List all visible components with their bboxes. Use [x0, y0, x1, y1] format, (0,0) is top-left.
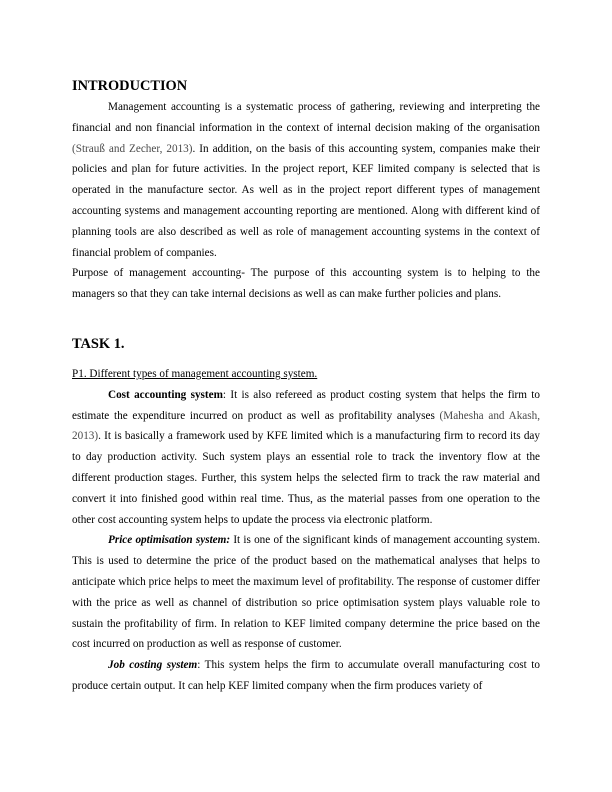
cost-accounting-paragraph [72, 385, 540, 531]
introduction-heading: INTRODUCTION [72, 78, 188, 94]
purpose-paragraph: Purpose of management accounting- The purpose of this accounting system is to helping to the managers so that they can take internal decisions as well as can make further policies and plans. [72, 267, 540, 301]
task1-body [72, 364, 540, 697]
p1-subheading-text: P1. Different types of management accounting system. [72, 368, 318, 380]
intro-citation: (Strauß and Zecher, 2013) [72, 142, 193, 155]
intro-text-part1: Management accounting is a systematic process of gathering, reviewing and interpreting the financial and non financial information in the context of internal decision making of the organisation [72, 101, 540, 134]
cost-text-part2: . It is basically a framework used by KFE limited which is a manufacturing firm to record its day to day production activity. Such system plays an essential role to track the inventory flow at the different production stages. Further, this system helps the selected firm to track the raw material and convert it into finished good within real time. Thus, as the material passes from one operation to the other cost accounting system helps to update the process via electronic platform. [72, 430, 540, 526]
intro-text-part2: . In addition, on the basis of this accounting system, companies make their policies and plan for future activities. In the project report, KEF limited company is selected that is operated in the manufacture sector. As well as in the project report different types of management accounting systems and management accounting reporting are mentioned. Along with different kind of planning tools are also described as well as role of management accounting systems in the context of financial problem of companies. [72, 142, 540, 259]
job-costing-paragraph [72, 655, 540, 697]
cost-citation: (Mahesha and Akash, 2013) [72, 409, 540, 443]
job-costing-term: Job costing system [108, 659, 198, 672]
introduction-paragraph [72, 97, 540, 263]
cost-accounting-term: Cost accounting system [108, 388, 223, 401]
task1-heading: TASK 1. [72, 336, 125, 352]
p1-subheading [72, 364, 540, 385]
price-optimisation-term: Price optimisation system: [108, 534, 231, 547]
price-text: It is one of the significant kinds of management accounting system. This is used to determine the price of the product based on the mathematical analyses that helps to anticipate which price helps to meet the maximum level of profitability. The response of customer differ with the price as well as channel of distribution so price optimisation system plays valuable role to sustain the profitability of firm. In relation to KEF limited company determine the price based on the cost incurred on production as well as response of customer. [72, 534, 540, 651]
job-text: : This system helps the firm to accumulate overall manufacturing cost to produce certain output. It can help KEF limited company when the firm produces variety of [72, 659, 540, 692]
introduction-body [72, 97, 540, 305]
price-optimisation-paragraph [72, 530, 540, 655]
cost-text-part1: : It is also refereed as product costing system that helps the firm to estimate the expenditure incurred on product as well as profitability analyses [72, 388, 541, 422]
